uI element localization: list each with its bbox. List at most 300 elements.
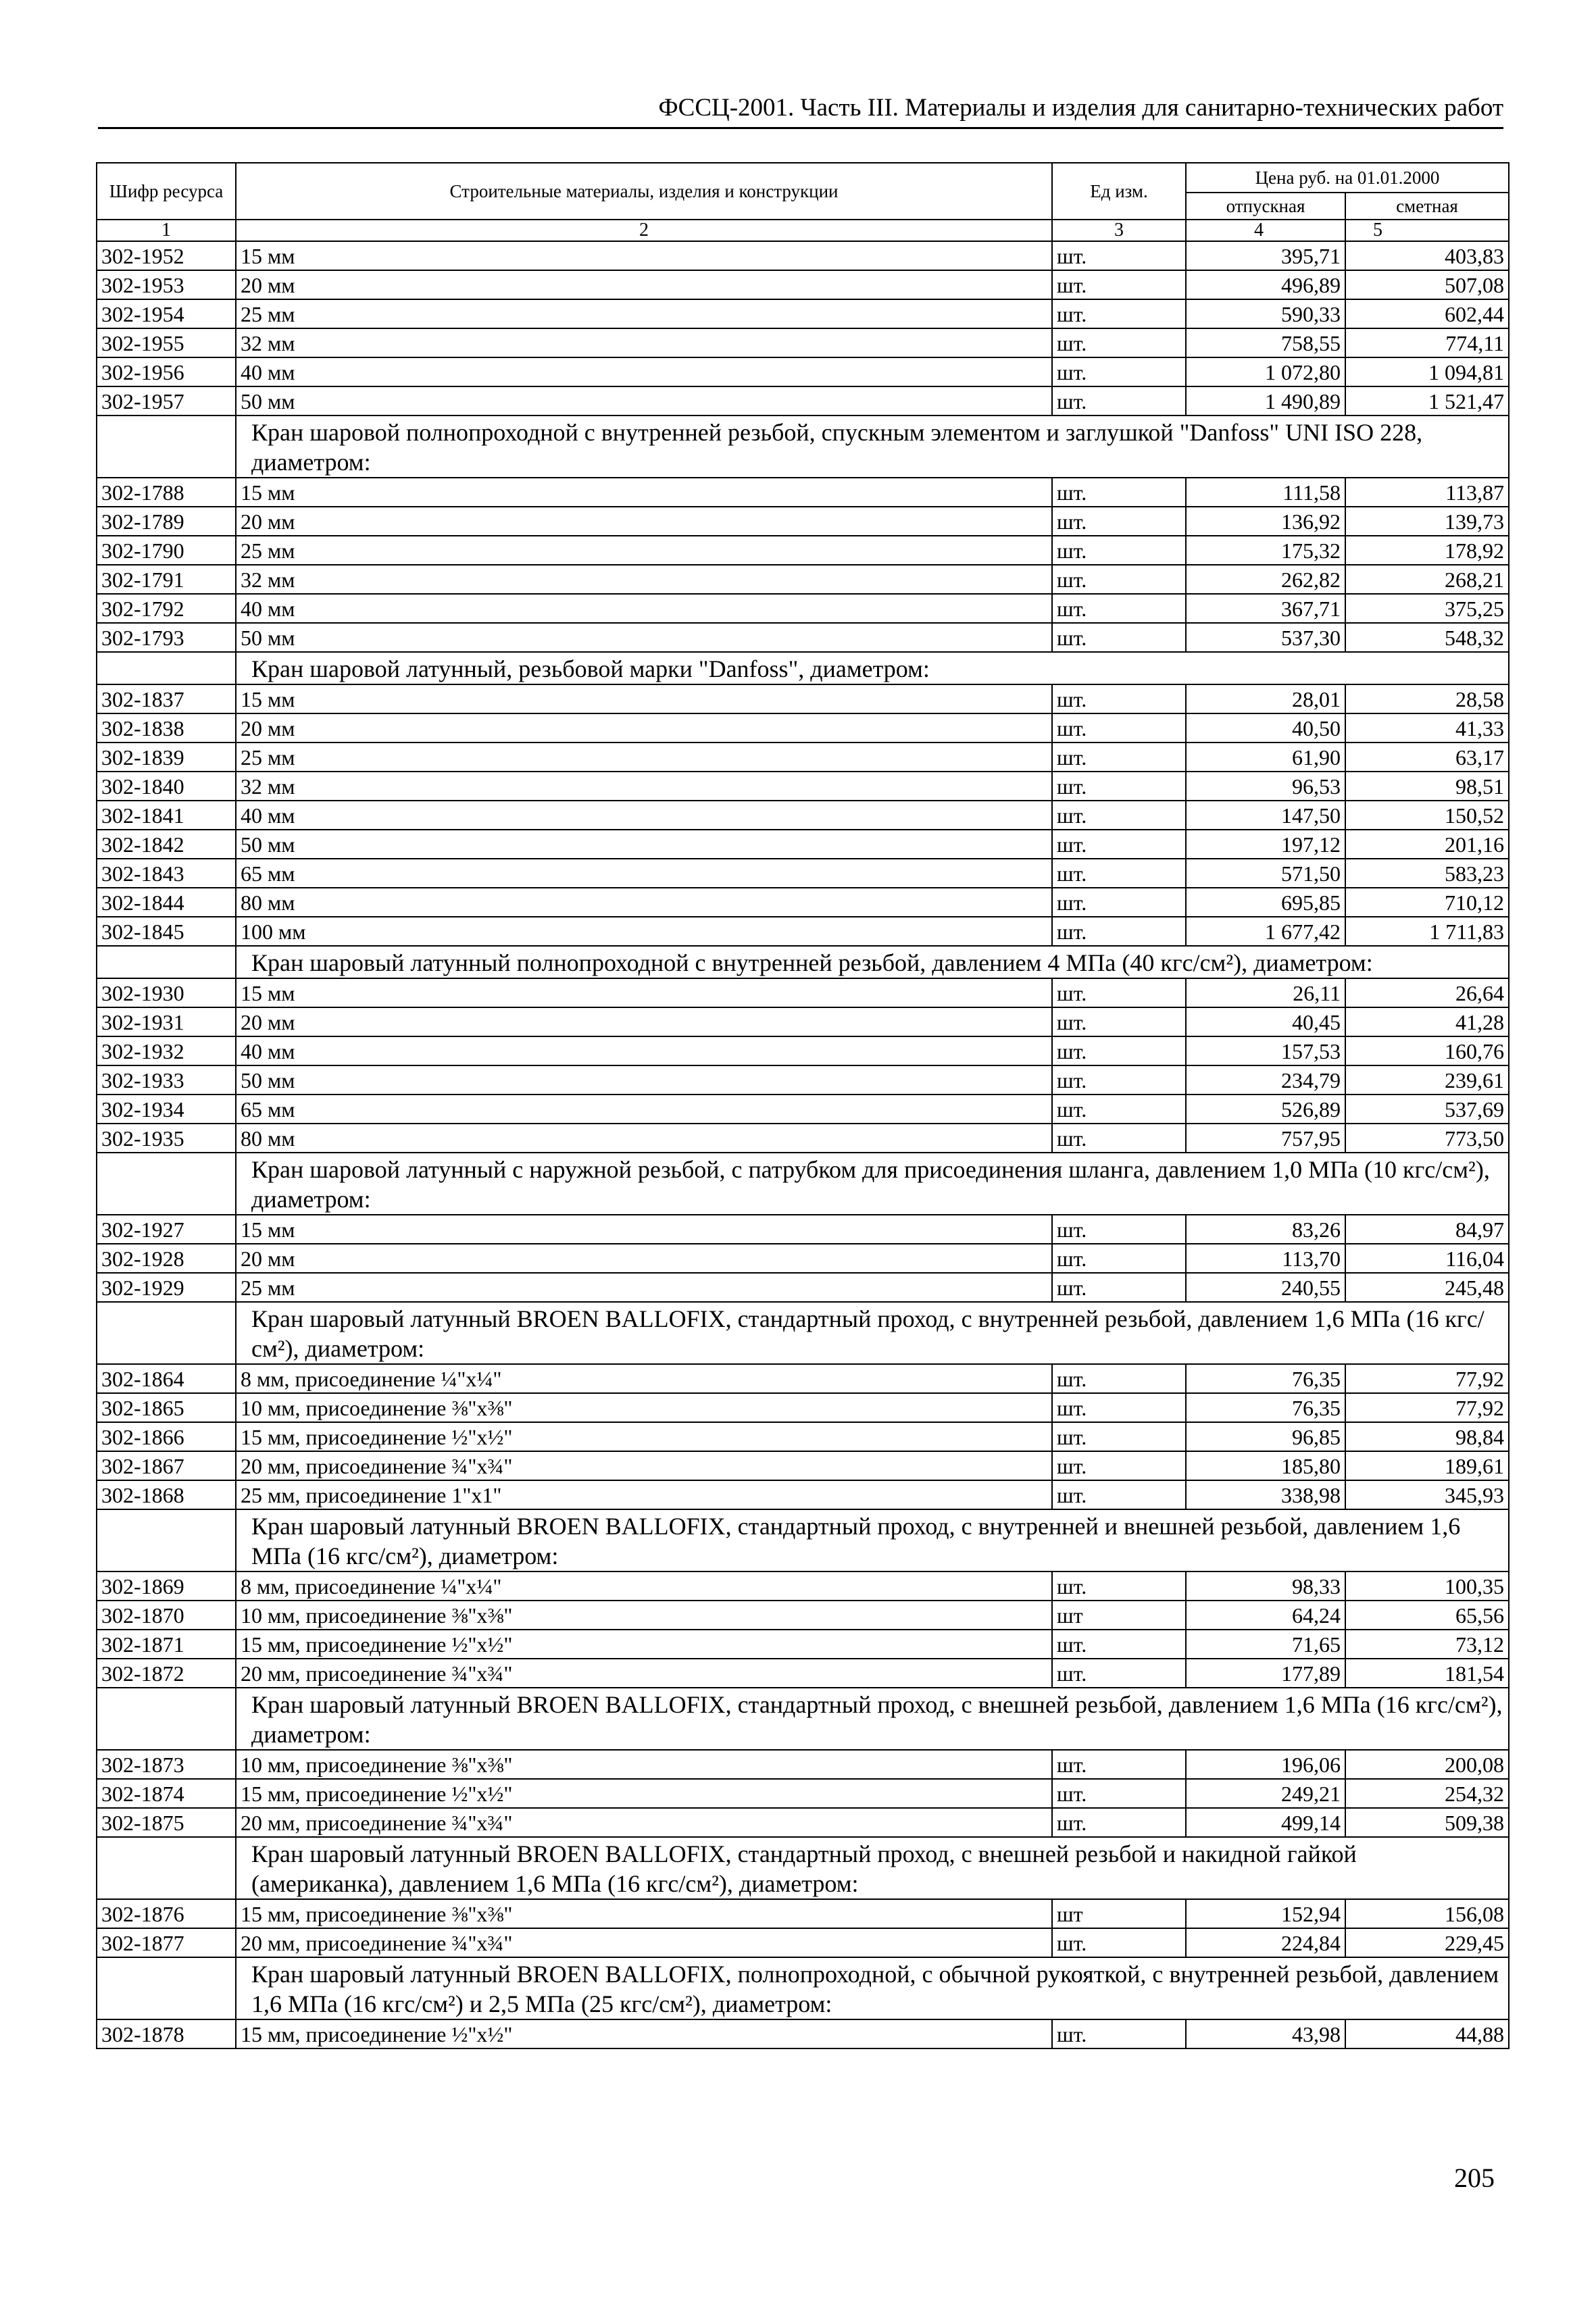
- unit: шт.: [1052, 743, 1186, 772]
- resource-code: 302-1789: [97, 507, 236, 536]
- item-name: 50 мм: [236, 830, 1052, 859]
- item-name: 32 мм: [236, 328, 1052, 357]
- resource-code: 302-1844: [97, 888, 236, 917]
- group-heading: Кран шаровый латунный BROEN BALLOFIX, стандартный проход, с внутренней резьбой, давлением 1,6 МПа (16 кгс/см²), диаметром:: [236, 1302, 1509, 1364]
- unit: шт.: [1052, 1007, 1186, 1036]
- resource-code: 302-1876: [97, 1899, 236, 1928]
- price-release: 196,06: [1186, 1750, 1345, 1779]
- resource-code: 302-1868: [97, 1480, 236, 1509]
- unit: шт.: [1052, 565, 1186, 594]
- price-release: 197,12: [1186, 830, 1345, 859]
- item-name: 15 мм: [236, 241, 1052, 270]
- item-name: 80 мм: [236, 1124, 1052, 1153]
- price-estimate: 84,97: [1345, 1215, 1509, 1244]
- unit: шт.: [1052, 1422, 1186, 1451]
- unit: шт.: [1052, 1750, 1186, 1779]
- table-body: [97, 241, 1509, 2048]
- unit: шт.: [1052, 241, 1186, 270]
- price-estimate: 507,08: [1345, 270, 1509, 299]
- unit: шт.: [1052, 917, 1186, 946]
- unit: шт: [1052, 1899, 1186, 1928]
- table-row: [97, 270, 1509, 299]
- group-heading-row: [97, 652, 1509, 684]
- page-number: 205: [1454, 2163, 1495, 2193]
- table-row: [97, 507, 1509, 536]
- table-row: [97, 536, 1509, 565]
- price-estimate: 178,92: [1345, 536, 1509, 565]
- table-row: [97, 357, 1509, 386]
- table-row: [97, 1364, 1509, 1393]
- resource-code: 302-1838: [97, 713, 236, 743]
- resource-code: 302-1872: [97, 1659, 236, 1688]
- group-heading: Кран шаровый латунный полнопроходной с внутренней резьбой, давлением 4 МПа (40 кгс/см²), диаметром:: [236, 946, 1509, 978]
- table-row: [97, 299, 1509, 328]
- table-row: [97, 623, 1509, 652]
- price-release: 338,98: [1186, 1480, 1345, 1509]
- item-name: 20 мм: [236, 1007, 1052, 1036]
- price-release: 367,71: [1186, 594, 1345, 623]
- table-row: [97, 888, 1509, 917]
- item-name: 20 мм: [236, 270, 1052, 299]
- group-heading: Кран шаровый латунный BROEN BALLOFIX, полнопроходной, с обычной рукояткой, с внутренней резьбой, давлением 1,6 МПа (16 кгс/см²) и 2,5 МПа (25 кгс/см²), диаметром:: [236, 1957, 1509, 2019]
- table-row: [97, 1928, 1509, 1957]
- resource-code: 302-1864: [97, 1364, 236, 1393]
- item-name: 65 мм: [236, 859, 1052, 888]
- column-number: 3: [1052, 220, 1186, 241]
- unit: шт.: [1052, 978, 1186, 1007]
- table-row: [97, 830, 1509, 859]
- price-estimate: 156,08: [1345, 1899, 1509, 1928]
- price-release: 537,30: [1186, 623, 1345, 652]
- unit: шт: [1052, 1601, 1186, 1630]
- price-estimate: 160,76: [1345, 1036, 1509, 1065]
- resource-code: 302-1957: [97, 386, 236, 416]
- group-code-cell: [97, 652, 236, 684]
- item-name: 100 мм: [236, 917, 1052, 946]
- group-heading: Кран шаровой латунный с наружной резьбой, с патрубком для присоединения шланга, давлением 1,0 МПа (10 кгс/см²), диаметром:: [236, 1153, 1509, 1215]
- group-heading: Кран шаровый латунный BROEN BALLOFIX, стандартный проход, с внутренней и внешней резьбой, давлением 1,6 МПа (16 кгс/см²), диаметром:: [236, 1509, 1509, 1571]
- item-name: 15 мм, присоединение ½"x½": [236, 2019, 1052, 2048]
- resource-code: 302-1865: [97, 1393, 236, 1422]
- header-unit: Ед изм.: [1052, 163, 1186, 220]
- unit: шт.: [1052, 1215, 1186, 1244]
- item-name: 25 мм: [236, 1273, 1052, 1302]
- item-name: 50 мм: [236, 623, 1052, 652]
- item-name: 25 мм, присоединение 1"x1": [236, 1480, 1052, 1509]
- price-release: 43,98: [1186, 2019, 1345, 2048]
- price-table: [96, 162, 1510, 2049]
- resource-code: 302-1792: [97, 594, 236, 623]
- price-estimate: 77,92: [1345, 1393, 1509, 1422]
- price-release: 757,95: [1186, 1124, 1345, 1153]
- price-release: 96,85: [1186, 1422, 1345, 1451]
- price-release: 234,79: [1186, 1065, 1345, 1095]
- table-row: [97, 1630, 1509, 1659]
- table-row: [97, 1480, 1509, 1509]
- unit: шт.: [1052, 1630, 1186, 1659]
- price-estimate: 710,12: [1345, 888, 1509, 917]
- price-estimate: 113,87: [1345, 478, 1509, 507]
- price-estimate: 403,83: [1345, 241, 1509, 270]
- item-name: 25 мм: [236, 743, 1052, 772]
- item-name: 20 мм, присоединение ¾"x¾": [236, 1808, 1052, 1837]
- item-name: 15 мм, присоединение ½"x½": [236, 1779, 1052, 1808]
- table-row: [97, 1273, 1509, 1302]
- resource-code: 302-1871: [97, 1630, 236, 1659]
- item-name: 50 мм: [236, 1065, 1052, 1095]
- group-code-cell: [97, 1688, 236, 1750]
- resource-code: 302-1839: [97, 743, 236, 772]
- price-estimate: 583,23: [1345, 859, 1509, 888]
- price-estimate: 98,84: [1345, 1422, 1509, 1451]
- item-name: 15 мм, присоединение ⅜"x⅜": [236, 1899, 1052, 1928]
- table-row: [97, 1124, 1509, 1153]
- item-name: 20 мм: [236, 507, 1052, 536]
- resource-code: 302-1788: [97, 478, 236, 507]
- price-estimate: 1 521,47: [1345, 386, 1509, 416]
- table-row: [97, 386, 1509, 416]
- price-estimate: 537,69: [1345, 1095, 1509, 1124]
- item-name: 20 мм, присоединение ¾"x¾": [236, 1451, 1052, 1480]
- item-name: 15 мм: [236, 478, 1052, 507]
- resource-code: 302-1790: [97, 536, 236, 565]
- resource-code: 302-1791: [97, 565, 236, 594]
- price-estimate: 1 711,83: [1345, 917, 1509, 946]
- price-release: 175,32: [1186, 536, 1345, 565]
- table-row: [97, 594, 1509, 623]
- unit: шт.: [1052, 536, 1186, 565]
- price-release: 499,14: [1186, 1808, 1345, 1837]
- price-release: 83,26: [1186, 1215, 1345, 1244]
- unit: шт.: [1052, 623, 1186, 652]
- item-name: 8 мм, присоединение ¼"x¼": [236, 1571, 1052, 1601]
- item-name: 10 мм, присоединение ⅜"x⅜": [236, 1750, 1052, 1779]
- resource-code: 302-1877: [97, 1928, 236, 1957]
- price-estimate: 239,61: [1345, 1065, 1509, 1095]
- resource-code: 302-1955: [97, 328, 236, 357]
- group-code-cell: [97, 1153, 236, 1215]
- group-heading-row: [97, 946, 1509, 978]
- price-estimate: 1 094,81: [1345, 357, 1509, 386]
- table-row: [97, 713, 1509, 743]
- price-estimate: 26,64: [1345, 978, 1509, 1007]
- price-release: 113,70: [1186, 1244, 1345, 1273]
- unit: шт.: [1052, 713, 1186, 743]
- price-release: 262,82: [1186, 565, 1345, 594]
- resource-code: 302-1873: [97, 1750, 236, 1779]
- price-release: 526,89: [1186, 1095, 1345, 1124]
- unit: шт.: [1052, 1065, 1186, 1095]
- resource-code: 302-1869: [97, 1571, 236, 1601]
- price-release: 64,24: [1186, 1601, 1345, 1630]
- unit: шт.: [1052, 1095, 1186, 1124]
- item-name: 20 мм, присоединение ¾"x¾": [236, 1659, 1052, 1688]
- column-number: 2: [236, 220, 1052, 241]
- table-header: [97, 163, 1509, 241]
- table-row: [97, 1779, 1509, 1808]
- unit: шт.: [1052, 594, 1186, 623]
- price-release: 1 677,42: [1186, 917, 1345, 946]
- resource-code: 302-1878: [97, 2019, 236, 2048]
- table-row: [97, 1036, 1509, 1065]
- price-estimate: 268,21: [1345, 565, 1509, 594]
- unit: шт.: [1052, 830, 1186, 859]
- table-row: [97, 1065, 1509, 1095]
- unit: шт.: [1052, 772, 1186, 801]
- group-code-cell: [97, 946, 236, 978]
- item-name: 20 мм: [236, 1244, 1052, 1273]
- price-estimate: 189,61: [1345, 1451, 1509, 1480]
- item-name: 15 мм: [236, 684, 1052, 713]
- group-code-cell: [97, 416, 236, 478]
- price-release: 590,33: [1186, 299, 1345, 328]
- item-name: 8 мм, присоединение ¼"x¼": [236, 1364, 1052, 1393]
- price-release: 152,94: [1186, 1899, 1345, 1928]
- price-release: 177,89: [1186, 1659, 1345, 1688]
- unit: шт.: [1052, 1036, 1186, 1065]
- resource-code: 302-1930: [97, 978, 236, 1007]
- unit: шт.: [1052, 801, 1186, 830]
- table-row: [97, 1659, 1509, 1688]
- group-heading-row: [97, 1509, 1509, 1571]
- table-row: [97, 1808, 1509, 1837]
- table-row: [97, 1571, 1509, 1601]
- resource-code: 302-1870: [97, 1601, 236, 1630]
- unit: шт.: [1052, 386, 1186, 416]
- table-row: [97, 1244, 1509, 1273]
- resource-code: 302-1934: [97, 1095, 236, 1124]
- item-name: 32 мм: [236, 772, 1052, 801]
- price-estimate: 65,56: [1345, 1601, 1509, 1630]
- table-row: [97, 2019, 1509, 2048]
- item-name: 32 мм: [236, 565, 1052, 594]
- price-estimate: 548,32: [1345, 623, 1509, 652]
- price-estimate: 602,44: [1345, 299, 1509, 328]
- unit: шт.: [1052, 270, 1186, 299]
- resource-code: 302-1929: [97, 1273, 236, 1302]
- resource-code: 302-1843: [97, 859, 236, 888]
- resource-code: 302-1837: [97, 684, 236, 713]
- table-row: [97, 772, 1509, 801]
- resource-code: 302-1841: [97, 801, 236, 830]
- item-name: 40 мм: [236, 801, 1052, 830]
- price-estimate: 245,48: [1345, 1273, 1509, 1302]
- price-release: 40,45: [1186, 1007, 1345, 1036]
- price-release: 76,35: [1186, 1393, 1345, 1422]
- unit: шт.: [1052, 1480, 1186, 1509]
- header-price-group: Цена руб. на 01.01.2000: [1186, 163, 1509, 193]
- unit: шт.: [1052, 299, 1186, 328]
- price-release: 571,50: [1186, 859, 1345, 888]
- unit: шт.: [1052, 859, 1186, 888]
- price-estimate: 63,17: [1345, 743, 1509, 772]
- price-estimate: 375,25: [1345, 594, 1509, 623]
- price-estimate: 41,28: [1345, 1007, 1509, 1036]
- table-row: [97, 328, 1509, 357]
- price-estimate: 116,04: [1345, 1244, 1509, 1273]
- price-estimate: 150,52: [1345, 801, 1509, 830]
- price-estimate: 181,54: [1345, 1659, 1509, 1688]
- unit: шт.: [1052, 888, 1186, 917]
- resource-code: 302-1875: [97, 1808, 236, 1837]
- resource-code: 302-1956: [97, 357, 236, 386]
- price-release: 61,90: [1186, 743, 1345, 772]
- unit: шт.: [1052, 328, 1186, 357]
- group-heading: Кран шаровой полнопроходной с внутренней резьбой, спускным элементом и заглушкой "Danfoss" UNI ISO 228, диаметром:: [236, 416, 1509, 478]
- group-code-cell: [97, 1302, 236, 1364]
- item-name: 10 мм, присоединение ⅜"x⅜": [236, 1601, 1052, 1630]
- unit: шт.: [1052, 1393, 1186, 1422]
- price-estimate: 254,32: [1345, 1779, 1509, 1808]
- unit: шт.: [1052, 1364, 1186, 1393]
- resource-code: 302-1840: [97, 772, 236, 801]
- item-name: 25 мм: [236, 299, 1052, 328]
- unit: шт.: [1052, 1451, 1186, 1480]
- resource-code: 302-1954: [97, 299, 236, 328]
- price-release: 758,55: [1186, 328, 1345, 357]
- resource-code: 302-1927: [97, 1215, 236, 1244]
- price-release: 147,50: [1186, 801, 1345, 830]
- price-estimate: 73,12: [1345, 1630, 1509, 1659]
- price-release: 224,84: [1186, 1928, 1345, 1957]
- table-row: [97, 478, 1509, 507]
- price-estimate: 229,45: [1345, 1928, 1509, 1957]
- table-row: [97, 1007, 1509, 1036]
- item-name: 25 мм: [236, 536, 1052, 565]
- table-row: [97, 1095, 1509, 1124]
- header-code: Шифр ресурса: [97, 163, 236, 220]
- price-estimate: 98,51: [1345, 772, 1509, 801]
- price-estimate: 41,33: [1345, 713, 1509, 743]
- resource-code: 302-1935: [97, 1124, 236, 1153]
- price-estimate: 201,16: [1345, 830, 1509, 859]
- table-row: [97, 1601, 1509, 1630]
- group-heading-row: [97, 1957, 1509, 2019]
- price-release: 96,53: [1186, 772, 1345, 801]
- item-name: 50 мм: [236, 386, 1052, 416]
- table-row: [97, 1451, 1509, 1480]
- group-heading-row: [97, 1688, 1509, 1750]
- price-estimate: 345,93: [1345, 1480, 1509, 1509]
- table-row: [97, 1393, 1509, 1422]
- price-release: 40,50: [1186, 713, 1345, 743]
- header-price-estimate: сметная: [1345, 193, 1509, 220]
- table-row: [97, 565, 1509, 594]
- resource-code: 302-1932: [97, 1036, 236, 1065]
- unit: шт.: [1052, 357, 1186, 386]
- price-release: 76,35: [1186, 1364, 1345, 1393]
- resource-code: 302-1952: [97, 241, 236, 270]
- price-release: 157,53: [1186, 1036, 1345, 1065]
- resource-code: 302-1874: [97, 1779, 236, 1808]
- unit: шт.: [1052, 1659, 1186, 1688]
- unit: шт.: [1052, 1273, 1186, 1302]
- price-release: 249,21: [1186, 1779, 1345, 1808]
- resource-code: 302-1933: [97, 1065, 236, 1095]
- item-name: 20 мм: [236, 713, 1052, 743]
- page-header: [98, 86, 1503, 129]
- price-estimate: 100,35: [1345, 1571, 1509, 1601]
- item-name: 15 мм: [236, 1215, 1052, 1244]
- item-name: 40 мм: [236, 1036, 1052, 1065]
- group-code-cell: [97, 1957, 236, 2019]
- item-name: 15 мм: [236, 978, 1052, 1007]
- table-row: [97, 684, 1509, 713]
- price-estimate: 509,38: [1345, 1808, 1509, 1837]
- unit: шт.: [1052, 684, 1186, 713]
- table-row: [97, 1215, 1509, 1244]
- price-release: 240,55: [1186, 1273, 1345, 1302]
- resource-code: 302-1842: [97, 830, 236, 859]
- table-row: [97, 801, 1509, 830]
- group-heading-row: [97, 1837, 1509, 1899]
- item-name: 40 мм: [236, 357, 1052, 386]
- price-release: 1 072,80: [1186, 357, 1345, 386]
- price-release: 1 490,89: [1186, 386, 1345, 416]
- unit: шт.: [1052, 1808, 1186, 1837]
- unit: шт.: [1052, 1244, 1186, 1273]
- resource-code: 302-1931: [97, 1007, 236, 1036]
- item-name: 20 мм, присоединение ¾"x¾": [236, 1928, 1052, 1957]
- header-name: Строительные материалы, изделия и конструкции: [236, 163, 1052, 220]
- unit: шт.: [1052, 478, 1186, 507]
- item-name: 80 мм: [236, 888, 1052, 917]
- unit: шт.: [1052, 507, 1186, 536]
- price-release: 695,85: [1186, 888, 1345, 917]
- resource-code: 302-1953: [97, 270, 236, 299]
- unit: шт.: [1052, 1124, 1186, 1153]
- table-row: [97, 1899, 1509, 1928]
- price-release: 136,92: [1186, 507, 1345, 536]
- group-heading-row: [97, 1302, 1509, 1364]
- price-estimate: 139,73: [1345, 507, 1509, 536]
- resource-code: 302-1845: [97, 917, 236, 946]
- item-name: 65 мм: [236, 1095, 1052, 1124]
- price-release: 26,11: [1186, 978, 1345, 1007]
- table-row: [97, 1422, 1509, 1451]
- resource-code: 302-1793: [97, 623, 236, 652]
- unit: шт.: [1052, 1779, 1186, 1808]
- price-release: 496,89: [1186, 270, 1345, 299]
- price-estimate: 200,08: [1345, 1750, 1509, 1779]
- item-name: 15 мм, присоединение ½"x½": [236, 1630, 1052, 1659]
- table-row: [97, 241, 1509, 270]
- price-release: 395,71: [1186, 241, 1345, 270]
- unit: шт.: [1052, 1571, 1186, 1601]
- item-name: 40 мм: [236, 594, 1052, 623]
- resource-code: 302-1866: [97, 1422, 236, 1451]
- table-row: [97, 743, 1509, 772]
- resource-code: 302-1928: [97, 1244, 236, 1273]
- price-estimate: 773,50: [1345, 1124, 1509, 1153]
- group-heading: Кран шаровый латунный BROEN BALLOFIX, стандартный проход, с внешней резьбой и накидной гайкой (американка), давлением 1,6 МПа (16 кгс/см²), диаметром:: [236, 1837, 1509, 1899]
- price-release: 111,58: [1186, 478, 1345, 507]
- item-name: 15 мм, присоединение ½"x½": [236, 1422, 1052, 1451]
- table-row: [97, 917, 1509, 946]
- header-price-release: отпускная: [1186, 193, 1345, 220]
- price-release: 185,80: [1186, 1451, 1345, 1480]
- group-code-cell: [97, 1509, 236, 1571]
- unit: шт.: [1052, 2019, 1186, 2048]
- resource-code: 302-1867: [97, 1451, 236, 1480]
- price-estimate: 44,88: [1345, 2019, 1509, 2048]
- group-heading: Кран шаровый латунный BROEN BALLOFIX, стандартный проход, с внешней резьбой, давлением 1,6 МПа (16 кгс/см²), диаметром:: [236, 1688, 1509, 1750]
- table-row: [97, 1750, 1509, 1779]
- column-number: 4: [1186, 220, 1345, 241]
- table-row: [97, 859, 1509, 888]
- item-name: 10 мм, присоединение ⅜"x⅜": [236, 1393, 1052, 1422]
- group-code-cell: [97, 1837, 236, 1899]
